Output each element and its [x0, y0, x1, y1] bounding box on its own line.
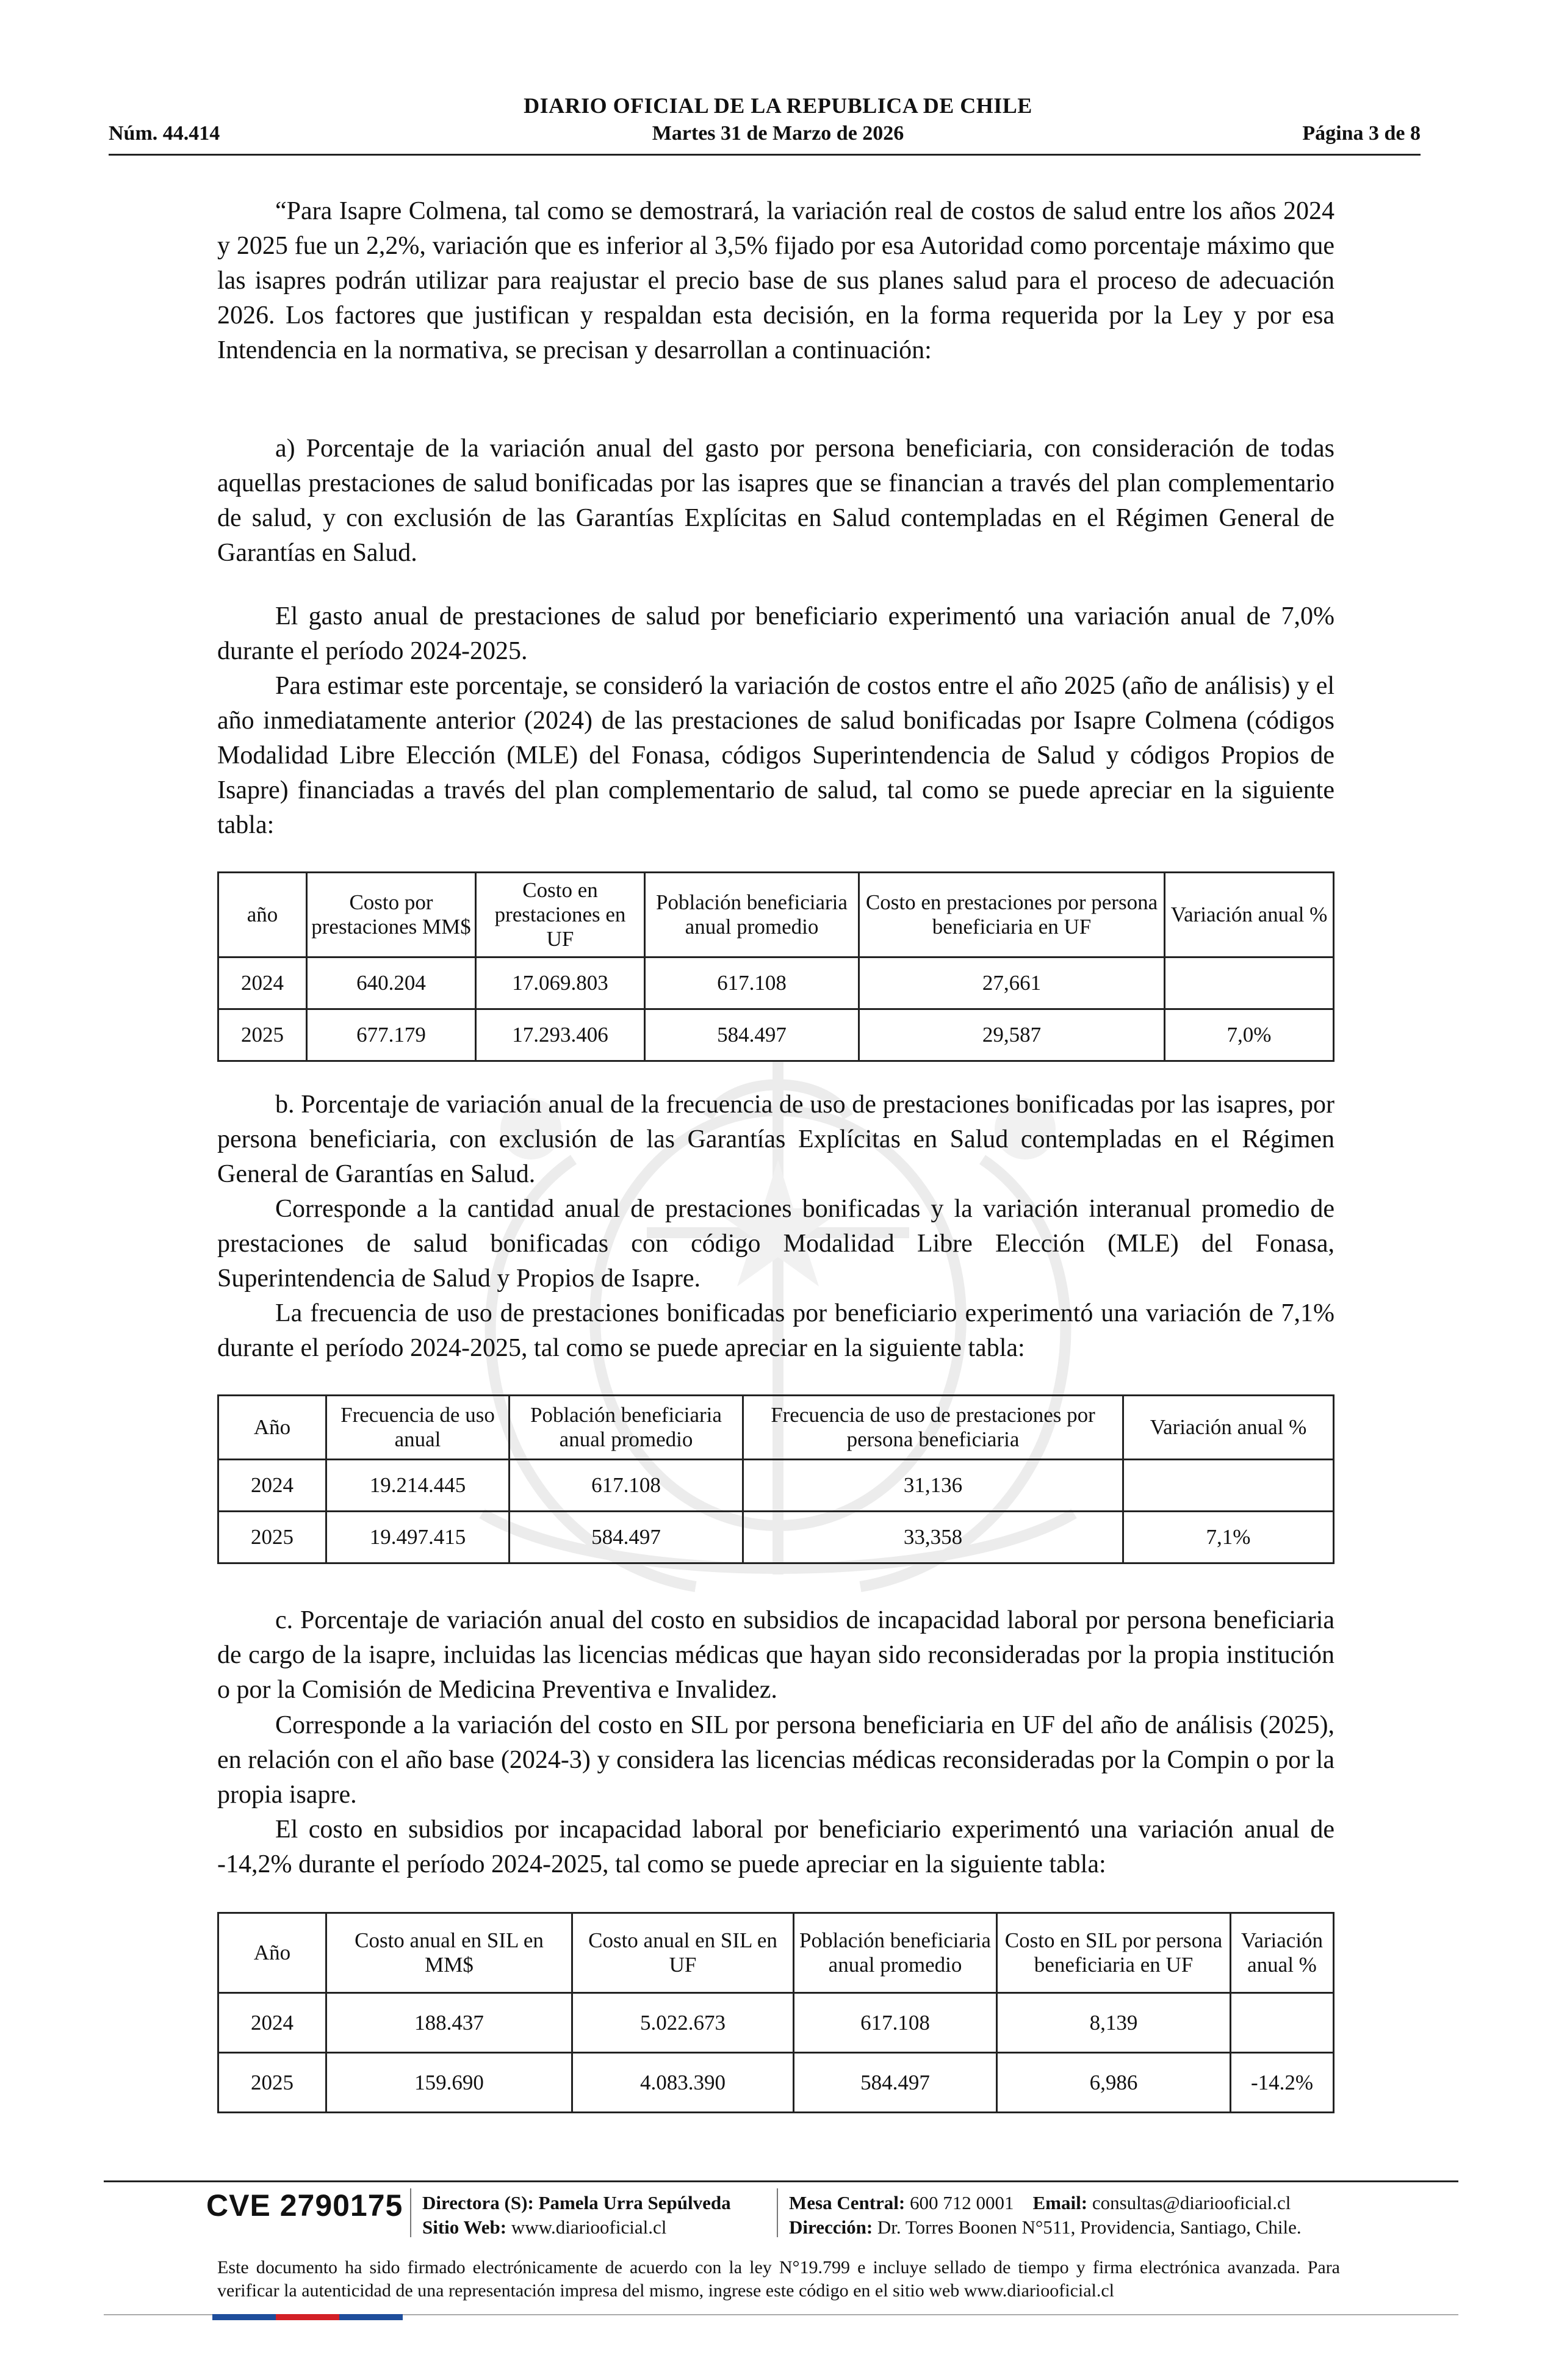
table-cell: 19.497.415: [326, 1512, 510, 1563]
section-a-paragraph-1-text: El gasto anual de prestaciones de salud por beneficiario experimentó una variación anual de 7,0% durante el período 2024-2025.: [217, 602, 1334, 665]
table-cell: 640.204: [307, 957, 476, 1009]
address-value: Dr. Torres Boonen N°511, Providencia, Santiago, Chile.: [877, 2216, 1302, 2238]
table-header-cell: Año: [218, 1396, 326, 1460]
cve-code: CVE 2790175: [206, 2188, 403, 2223]
intro-paragraph: [217, 194, 1334, 368]
table-cell: 4.083.390: [572, 2053, 794, 2113]
table-usage-frequency: [217, 1394, 1334, 1564]
table-cell: 31,136: [743, 1460, 1123, 1512]
table-cell: 2025: [218, 1512, 326, 1563]
intro-text: “Para Isapre Colmena, tal como se demostrará, la variación real de costos de salud entre los años 2024 y 2025 fue un 2,2%, variación que es inferior al 3,5% fijado por esa Autoridad como porcentaje máximo que las isapres podrán utilizar para reajustar el precio base de sus planes salud para el proceso de adecuación 2026. Los factores que justifican y respaldan esta decisión, en la forma requerida por la Ley y por esa Intendencia en la normativa, se precisan y desarrollan a continuación:: [217, 197, 1334, 364]
footer-disclaimer: Este documento ha sido firmado electrónicamente de acuerdo con la ley N°19.799 e incluye sellado de tiempo y firma electrónica avanzada. Para verificar la autenticidad de una representación impresa del mismo, ingrese este código en el sitio web www.diariooficial.cl: [217, 2257, 1340, 2301]
section-c-paragraph-1: [217, 1708, 1334, 1812]
footer-contact-block: [789, 2191, 1302, 2240]
table-row: [218, 1512, 1334, 1563]
address-label: Dirección:: [789, 2216, 873, 2238]
email-label: Email:: [1032, 2192, 1088, 2213]
flag-stripe: [212, 2314, 403, 2320]
section-a-paragraph-2: [217, 669, 1334, 843]
table-cell: [1123, 1460, 1334, 1512]
section-a-paragraph-2-text: Para estimar este porcentaje, se consideró la variación de costos entre el año 2025 (año de análisis) y el año inmediatamente anterior (2024) de las prestaciones de salud bonificadas por Isapre Colmena (códigos Modalidad Libre Elección (MLE) del Fonasa, códigos Superintendencia de Salud y códigos Propios de Isapre) financiadas a través del plan complementario de salud, tal como se puede apreciar en la siguiente tabla:: [217, 672, 1334, 839]
table-cell: [1231, 1993, 1334, 2053]
section-b-paragraph-2: [217, 1296, 1334, 1366]
central-label: Mesa Central:: [789, 2192, 906, 2213]
table-cell: 188.437: [326, 1993, 572, 2053]
website-label: Sitio Web:: [422, 2216, 507, 2238]
section-b-heading: [217, 1087, 1334, 1192]
section-c-paragraph-2-text: El costo en subsidios por incapacidad laboral por beneficiario experimentó una variación anual de -14,2% durante el período 2024-2025, tal como se puede apreciar en la siguiente tabla:: [217, 1816, 1334, 1878]
section-c-heading: [217, 1603, 1334, 1707]
flag-blue-segment: [212, 2314, 276, 2320]
table-header-cell: Variación anual %: [1123, 1396, 1334, 1460]
table-cell: 17.069.803: [476, 957, 645, 1009]
table-row: [218, 2053, 1334, 2113]
table-cell: 584.497: [794, 2053, 997, 2113]
table-row: [218, 1993, 1334, 2053]
table-header-cell: Población beneficiaria anual promedio: [510, 1396, 743, 1460]
table-row: [218, 1460, 1334, 1512]
section-a-heading-text: a) Porcentaje de la variación anual del gasto por persona beneficiaria, con consideración de todas aquellas prestaciones de salud bonificadas por las isapres que se financian a través del plan complementario de salud, y con exclusión de las Garantías Explícitas en Salud contempladas en el Régimen General de Garantías en Salud.: [217, 435, 1334, 567]
footer-separator: [410, 2188, 411, 2237]
section-b-heading-text: b. Porcentaje de variación anual de la frecuencia de uso de prestaciones bonificadas por las isapres, por persona beneficiaria, con exclusión de las Garantías Explícitas en Salud contempladas en el Régimen General de Garantías en Salud.: [217, 1091, 1334, 1188]
table-cell: 2025: [218, 1009, 307, 1061]
table-cell: 7,1%: [1123, 1512, 1334, 1563]
table-cell: 17.293.406: [476, 1009, 645, 1061]
footer-director-block: [422, 2191, 731, 2240]
issue-number: Núm. 44.414: [109, 122, 220, 145]
newspaper-title: DIARIO OFICIAL DE LA REPUBLICA DE CHILE: [524, 93, 1032, 118]
table-cell: 584.497: [645, 1009, 859, 1061]
table-header-cell: Año: [218, 1913, 326, 1993]
table-header-cell: Costo en SIL por persona beneficiaria en UF: [997, 1913, 1231, 1993]
section-a-paragraph-1: [217, 599, 1334, 669]
table-header-cell: Costo en prestaciones en UF: [476, 873, 645, 957]
table-row: [218, 1009, 1334, 1061]
section-c-paragraph-2: [217, 1812, 1334, 1882]
table-header-cell: Variación anual %: [1231, 1913, 1334, 1993]
table-cell: 6,986: [997, 2053, 1231, 2113]
director-label: Directora (S):: [422, 2192, 534, 2213]
table-header-cell: Frecuencia de uso de prestaciones por persona beneficiaria: [743, 1396, 1123, 1460]
table-header-cell: Variación anual %: [1165, 873, 1334, 957]
table-cell: [1165, 957, 1334, 1009]
website-link[interactable]: www.diariooficial.cl: [511, 2216, 667, 2238]
table-header-cell: Población beneficiaria anual promedio: [794, 1913, 997, 1993]
table-header-cell: Costo en prestaciones por persona beneficiaria en UF: [859, 873, 1165, 957]
section-c-paragraph-1-text: Corresponde a la variación del costo en SIL por persona beneficiaria en UF del año de análisis (2025), en relación con el año base (2024-3) y considera las licencias médicas reconsideradas por la Compin o por la propia isapre.: [217, 1711, 1334, 1809]
table-cell: 584.497: [510, 1512, 743, 1563]
table-cell: 33,358: [743, 1512, 1123, 1563]
table-header-cell: Costo anual en SIL en UF: [572, 1913, 794, 1993]
table-header-cell: Costo anual en SIL en MM$: [326, 1913, 572, 1993]
table-row: [218, 957, 1334, 1009]
table-cell: 159.690: [326, 2053, 572, 2113]
table-sil-cost: [217, 1912, 1334, 2113]
section-a-heading: [217, 431, 1334, 571]
table-cell: 29,587: [859, 1009, 1165, 1061]
table-cell: 617.108: [645, 957, 859, 1009]
section-b-paragraph-1-text: Corresponde a la cantidad anual de prestaciones bonificadas y la variación interanual promedio de prestaciones de salud bonificadas con código Modalidad Libre Elección (MLE) del Fonasa, Superintendencia de Salud y Propios de Isapre.: [217, 1195, 1334, 1293]
table-header-cell: Población beneficiaria anual promedio: [645, 873, 859, 957]
table-cell: 27,661: [859, 957, 1165, 1009]
table-cell: 2024: [218, 1460, 326, 1512]
table-cell: -14.2%: [1231, 2053, 1334, 2113]
table-cell: 2024: [218, 1993, 326, 2053]
table-header-cell: Costo por prestaciones MM$: [307, 873, 476, 957]
footer-separator: [777, 2188, 778, 2237]
table-cost-per-beneficiary: [217, 871, 1334, 1062]
table-cell: 2024: [218, 957, 307, 1009]
table-cell: 7,0%: [1165, 1009, 1334, 1061]
table-cell: 617.108: [794, 1993, 997, 2053]
table-cell: 2025: [218, 2053, 326, 2113]
issue-date: Martes 31 de Marzo de 2026: [652, 122, 904, 145]
director-name: Pamela Urra Sepúlveda: [538, 2192, 731, 2213]
table-cell: 677.179: [307, 1009, 476, 1061]
section-c-heading-text: c. Porcentaje de variación anual del costo en subsidios de incapacidad laboral por persona beneficiaria de cargo de la isapre, incluidas las licencias médicas que hayan sido reconsideradas por la propia institución o por la Comisión de Medicina Preventiva e Invalidez.: [217, 1606, 1334, 1704]
header-divider: [109, 154, 1421, 156]
flag-red-segment: [276, 2314, 339, 2320]
footer-divider: [104, 2180, 1458, 2182]
table-header-row: [218, 1396, 1334, 1460]
page-indicator: Página 3 de 8: [1302, 122, 1421, 145]
flag-blue-segment: [339, 2314, 403, 2320]
section-b-paragraph-2-text: La frecuencia de uso de prestaciones bonificadas por beneficiario experimentó una variación de 7,1% durante el período 2024-2025, tal como se puede apreciar en la siguiente tabla:: [217, 1299, 1334, 1362]
central-phone: 600 712 0001: [910, 2192, 1014, 2213]
table-cell: 5.022.673: [572, 1993, 794, 2053]
section-b-paragraph-1: [217, 1192, 1334, 1296]
table-cell: 8,139: [997, 1993, 1231, 2053]
table-header-row: [218, 873, 1334, 957]
table-header-cell: Frecuencia de uso anual: [326, 1396, 510, 1460]
table-header-row: [218, 1913, 1334, 1993]
table-cell: 19.214.445: [326, 1460, 510, 1512]
table-cell: 617.108: [510, 1460, 743, 1512]
table-header-cell: año: [218, 873, 307, 957]
email-link[interactable]: consultas@diariooficial.cl: [1092, 2192, 1291, 2213]
